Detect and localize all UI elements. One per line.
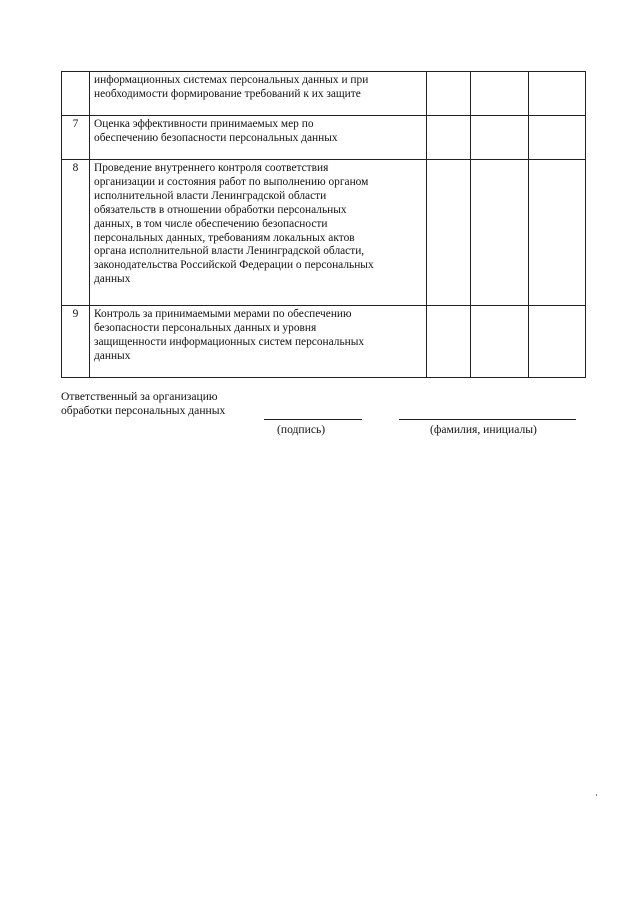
empty-cell <box>529 72 586 116</box>
description-line: данных, в том числе обеспечению безопасности <box>94 217 328 230</box>
empty-cell <box>529 160 586 306</box>
empty-cell <box>471 160 529 306</box>
description-line: необходимости формирование требований к их защите <box>94 87 361 100</box>
empty-cell <box>427 160 471 306</box>
row-number: 8 <box>62 160 90 306</box>
row-number: 7 <box>62 116 90 160</box>
responsible-person-label <box>61 390 225 418</box>
description-line: безопасности персональных данных и уровня <box>94 321 317 334</box>
table-row <box>62 116 586 160</box>
row-description <box>90 306 427 378</box>
description-line: данных <box>94 273 131 286</box>
row-description <box>90 72 427 116</box>
description-line: обязательств в отношении обработки персональных <box>94 203 347 216</box>
signature-caption: (подпись) <box>277 423 326 436</box>
description-line: исполнительной власти Ленинградской области <box>94 189 327 202</box>
table-row <box>62 72 586 116</box>
responsible-label-line: обработки персональных данных <box>61 404 226 417</box>
responsible-label-line: Ответственный за организацию <box>61 390 218 403</box>
signature-line <box>264 419 362 420</box>
empty-cell <box>471 72 529 116</box>
empty-cell <box>471 306 529 378</box>
description-line: Проведение внутреннего контроля соответствия <box>94 162 329 174</box>
empty-cell <box>427 306 471 378</box>
row-description <box>90 116 427 160</box>
empty-cell <box>529 306 586 378</box>
empty-cell <box>471 116 529 160</box>
table-row <box>62 160 586 306</box>
description-line: Оценка эффективности принимаемых мер по <box>94 118 314 130</box>
description-line: персональных данных, требованиям локальных актов <box>94 231 355 244</box>
scan-speck <box>596 794 597 796</box>
description-line: информационных системах персональных данных и при <box>94 74 369 86</box>
row-number: 9 <box>62 306 90 378</box>
name-line <box>399 419 576 420</box>
description-line: организации и состояния работ по выполнению органом <box>94 175 369 188</box>
empty-cell <box>529 116 586 160</box>
description-line: обеспечению безопасности персональных данных <box>94 131 338 144</box>
name-caption: (фамилия, инициалы) <box>430 423 537 436</box>
description-line: защищенности информационных систем персональных <box>94 335 365 348</box>
table-row <box>62 306 586 378</box>
row-description <box>90 160 427 306</box>
description-line: законодательства Российской Федерации о персональных <box>94 259 374 272</box>
measures-table <box>61 71 586 378</box>
empty-cell <box>427 116 471 160</box>
description-line: органа исполнительной власти Ленинградской области, <box>94 245 365 258</box>
row-number <box>62 72 90 116</box>
description-line: Контроль за принимаемыми мерами по обеспечению <box>94 308 352 320</box>
empty-cell <box>427 72 471 116</box>
description-line: данных <box>94 349 131 362</box>
